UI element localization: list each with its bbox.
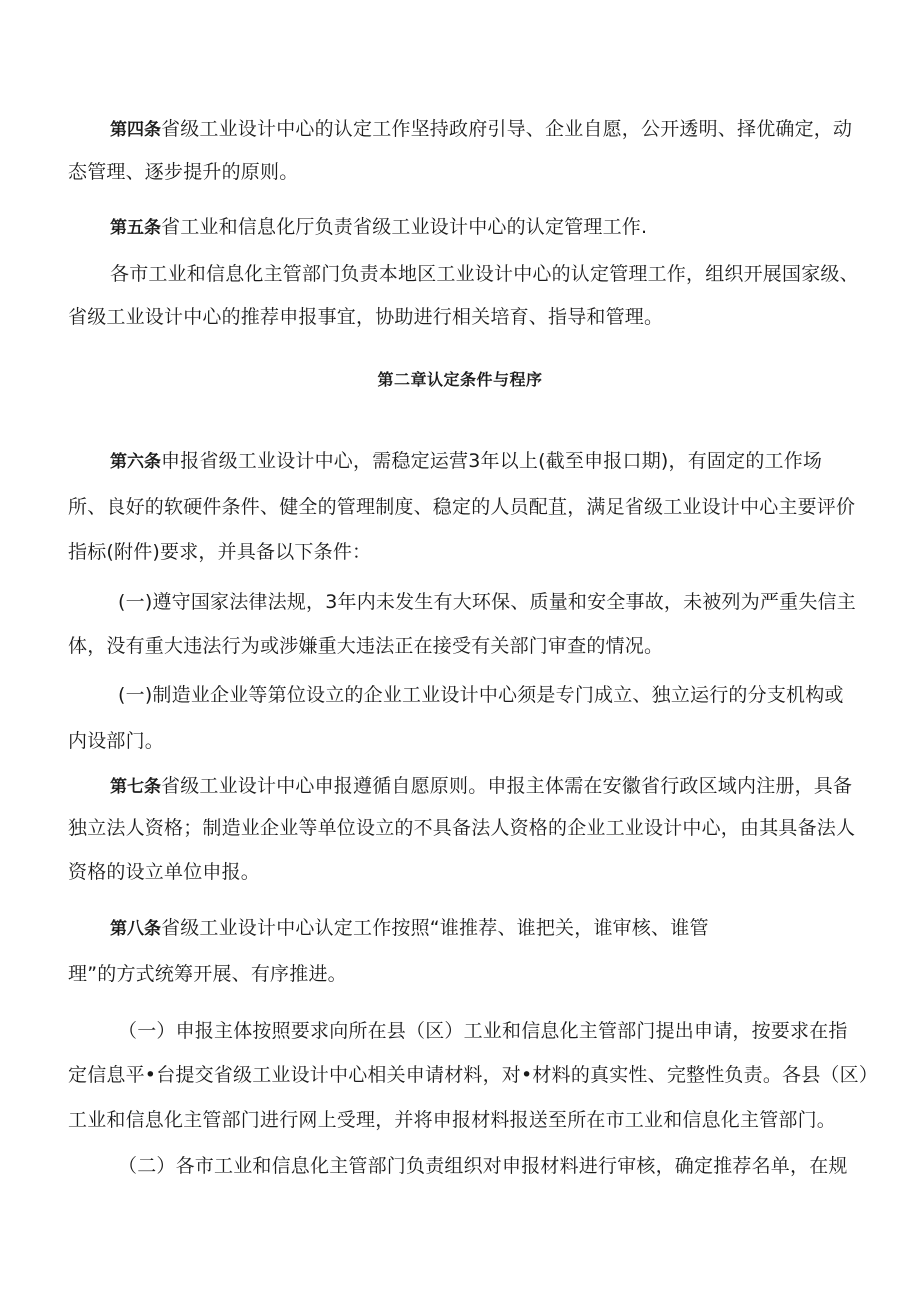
chapter-2-heading: 第二章认定条件与程序 — [377, 370, 543, 389]
article-4-line-1: 第四条省级工业设计中心的认定工作坚持政府引导、企业自愿，公开透明、择优确定，动 — [110, 118, 853, 140]
article-5-para-2-line-1: 各市工业和信息化主管部门负责本地区工业设计中心的认定管理工作，组织开展国家级、 — [110, 263, 859, 285]
article-7-line-3: 资格的设立单位申报。 — [68, 861, 261, 883]
article-7-line-1: 第七条省级工业设计中心申报遵循自愿原则。申报主体需在安徽省行政区域内注册，具备 — [110, 775, 853, 797]
article-6-line-3: 指标(附件)要求，并具备以下条件： — [68, 541, 372, 563]
article-6-item-2-line-1: (一)制造业企业等第位设立的企业工业设计中心须是专门成立、独立运行的分支机构或 — [118, 684, 844, 706]
article-6-item-2-line-2: 内设部门。 — [68, 730, 165, 752]
article-4-label: 第四条 — [110, 120, 161, 140]
article-8-item-1-line-1: （一）申报主体按照要求向所在县（区）工业和信息化主管部门提出申请，按要求在指 — [118, 1020, 848, 1042]
article-8-line-2: 理”的方式统筹开展、有序推进。 — [68, 963, 347, 985]
article-7-line-2: 独立法人资格；制造业企业等单位设立的不具备法人资格的企业工业设计中心，由其具备法人 — [68, 817, 856, 839]
article-7-label: 第七条 — [110, 777, 161, 797]
article-8-item-1-line-2: 定信息平•台提交省级工业设计中心相关申请材料，对•材料的真实性、完整性负责。各县（区） — [68, 1064, 879, 1086]
article-5-label: 第五条 — [110, 218, 161, 238]
article-8-item-1-line-3: 工业和信息化主管部门进行网上受理，并将申报材料报送至所在市工业和信息化主管部门。 — [68, 1109, 837, 1131]
article-5-para-2-line-2: 省级工业设计中心的推荐申报事宜，协助进行相关培育、指导和管理。 — [68, 306, 664, 328]
article-5-line-1: 第五条省工业和信息化厅负责省级工业设计中心的认定管理工作. — [110, 216, 648, 238]
article-6-line-1: 第六条申报省级工业设计中心，需稳定运营3年以上(截至申报口期)，有固定的工作场 — [110, 450, 823, 472]
article-8-item-2-line-1: （二）各市工业和信息化主管部门负责组织对申报材料进行审核，确定推荐名单，在规 — [118, 1155, 848, 1177]
article-6-item-1-line-2: 体，没有重大违法行为或涉嫌重大违法正在接受有关部门审查的情况。 — [68, 635, 664, 657]
article-8-line-1: 第八条省级工业设计中心认定工作按照“谁推荐、谁把关，谁审核、谁管 — [110, 917, 709, 939]
article-8-label: 第八条 — [110, 919, 161, 939]
article-6-line-2: 所、良好的软硬件条件、健全的管理制度、稳定的人员配苴，满足省级工业设计中心主要评价 — [68, 496, 856, 518]
article-6-label: 第六条 — [110, 452, 161, 472]
article-6-item-1-line-1: (一)遵守国家法律法规，3年内未发生有大环保、质量和安全事故，未被列为严重失信主 — [118, 591, 856, 613]
article-4-line-2: 态管理、逐步提升的原则。 — [68, 161, 299, 183]
